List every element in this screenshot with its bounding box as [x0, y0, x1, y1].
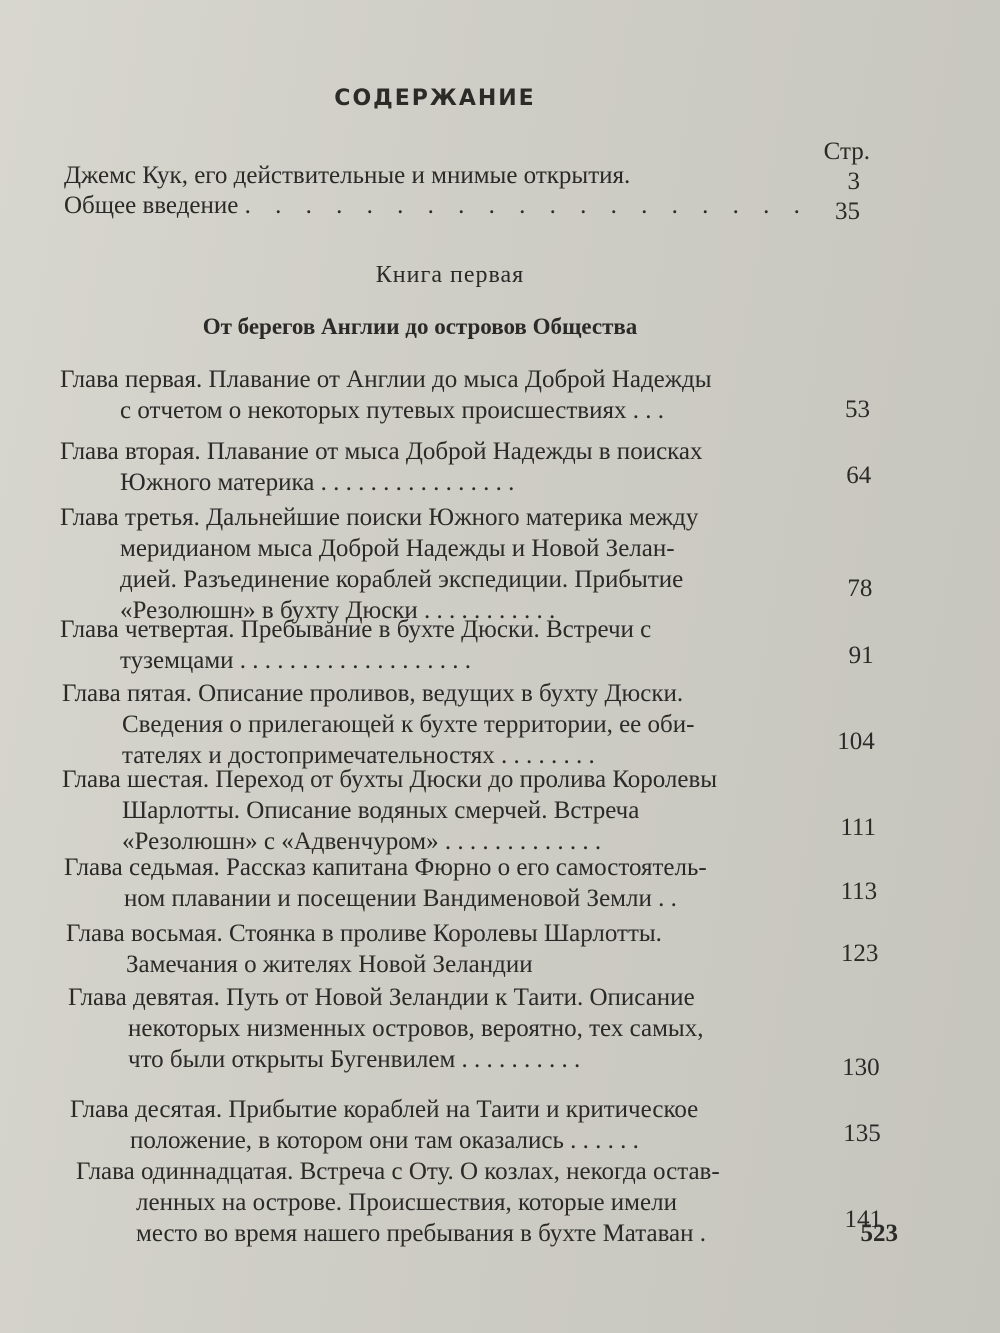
- toc-entry-text: Общее введение . . . . . . . . . . . . . . . . . . .: [64, 192, 809, 219]
- toc-chapter-line: Глава седьмая. Рассказ капитана Фюрно о его самостоятель-: [64, 854, 707, 881]
- toc-chapter-line: Глава пятая. Описание проливов, ведущих в бухту Дюски.: [62, 680, 684, 707]
- toc-chapter-entry: [70, 1094, 698, 1156]
- toc-page-number: 113: [840, 878, 878, 905]
- toc-chapter-entry: [62, 764, 717, 857]
- toc-page-number: 53: [845, 396, 870, 423]
- toc-entry-intro: [64, 160, 630, 191]
- toc-page-number: 130: [842, 1054, 880, 1081]
- toc-chapter-entry: [60, 614, 651, 676]
- toc-page-number: 64: [846, 462, 872, 489]
- toc-chapter-line: Глава четвертая. Пребывание в бухте Дюски. Встречи с: [60, 616, 652, 643]
- toc-page-number: 91: [848, 642, 874, 669]
- toc-chapter-line: тателях и достопримечательностях . . . . . . . .: [122, 742, 595, 769]
- toc-chapter-line: положение, в котором они там оказались . . . . . .: [130, 1127, 639, 1154]
- toc-title: СОДЕРЖАНИЕ: [334, 86, 536, 111]
- toc-chapter-line: Замечания о жителях Новой Зеландии: [126, 951, 533, 978]
- toc-chapter-entry: [76, 1156, 720, 1249]
- toc-page-number: 123: [840, 940, 879, 967]
- toc-chapter-line: что были открыты Бугенвилем . . . . . . . . . .: [128, 1046, 581, 1073]
- toc-chapter-line: меридианом мыса Доброй Надежды и Новой Зелан-: [120, 535, 675, 562]
- toc-chapter-line: Глава первая. Плавание от Англии до мыса Доброй Надежды: [60, 366, 712, 393]
- toc-chapter-line: Глава одиннадцатая. Встреча с Оту. О козлах, некогда остав-: [76, 1158, 720, 1185]
- toc-chapter-line: туземцами . . . . . . . . . . . . . . . . . . .: [120, 647, 472, 674]
- folio-number: 523: [860, 1220, 898, 1247]
- toc-chapter-line: Глава девятая. Путь от Новой Зеландии к Таити. Описание: [68, 984, 695, 1011]
- toc-page-number: 3: [847, 168, 860, 195]
- toc-chapter-line: некоторых низменных островов, вероятно, тех самых,: [128, 1015, 704, 1042]
- toc-page-number: 78: [847, 575, 873, 602]
- toc-page-number: 141: [844, 1206, 882, 1233]
- toc-entry-general-intro: [64, 190, 809, 221]
- toc-chapter-line: Шарлотты. Описание водяных смерчей. Встреча: [122, 797, 640, 824]
- toc-page-number: 135: [843, 1120, 881, 1147]
- toc-chapter-line: дией. Разъединение кораблей экспедиции. Прибытие: [120, 566, 684, 593]
- toc-chapter-entry: [66, 918, 662, 980]
- toc-chapter-entry: [60, 436, 703, 498]
- toc-chapter-line: Глава десятая. Прибытие кораблей на Таити и критическое: [70, 1096, 699, 1123]
- toc-chapter-line: Глава вторая. Плавание от мыса Доброй Надежды в поисках: [60, 438, 703, 465]
- toc-chapter-entry: [64, 852, 707, 914]
- toc-chapter-line: место во время нашего пребывания в бухте Матаван .: [136, 1220, 707, 1247]
- toc-chapter-line: «Резолюшн» с «Адвенчуром» . . . . . . . . . . . . .: [122, 828, 602, 855]
- toc-chapter-line: ленных на острове. Происшествия, которые имели: [136, 1189, 677, 1216]
- toc-chapter-entry: [60, 364, 712, 426]
- toc-chapter-line: Глава восьмая. Стоянка в проливе Королевы Шарлотты.: [66, 920, 662, 947]
- toc-chapter-line: с отчетом о некоторых путевых происшествиях . . .: [120, 397, 664, 424]
- toc-entry-text: Джемс Кук, его действительные и мнимые открытия.: [64, 162, 631, 189]
- toc-chapter-line: «Резолюшн» в бухту Дюски . . . . . . . . . . .: [120, 597, 556, 624]
- toc-chapter-line: ном плавании и посещении Вандименовой Земли . .: [124, 885, 677, 912]
- toc-chapter-entry: [60, 502, 698, 626]
- toc-chapter-entry: [68, 982, 703, 1075]
- toc-page-number: 104: [837, 728, 875, 755]
- page-column-header: Стр.: [823, 138, 870, 165]
- toc-page-number: 111: [840, 814, 876, 841]
- section-heading: От берегов Англии до островов Общества: [202, 314, 638, 339]
- toc-chapter-line: Сведения о прилегающей к бухте территории, ее оби-: [122, 711, 695, 738]
- book-heading: Книга первая: [375, 262, 525, 288]
- toc-chapter-line: Южного материка . . . . . . . . . . . . . . . .: [120, 469, 515, 496]
- toc-chapter-line: Глава шестая. Переход от бухты Дюски до пролива Королевы: [62, 766, 718, 793]
- toc-chapter-entry: [62, 678, 694, 771]
- toc-page-number: 35: [835, 198, 860, 225]
- toc-chapter-line: Глава третья. Дальнейшие поиски Южного материка между: [60, 504, 699, 531]
